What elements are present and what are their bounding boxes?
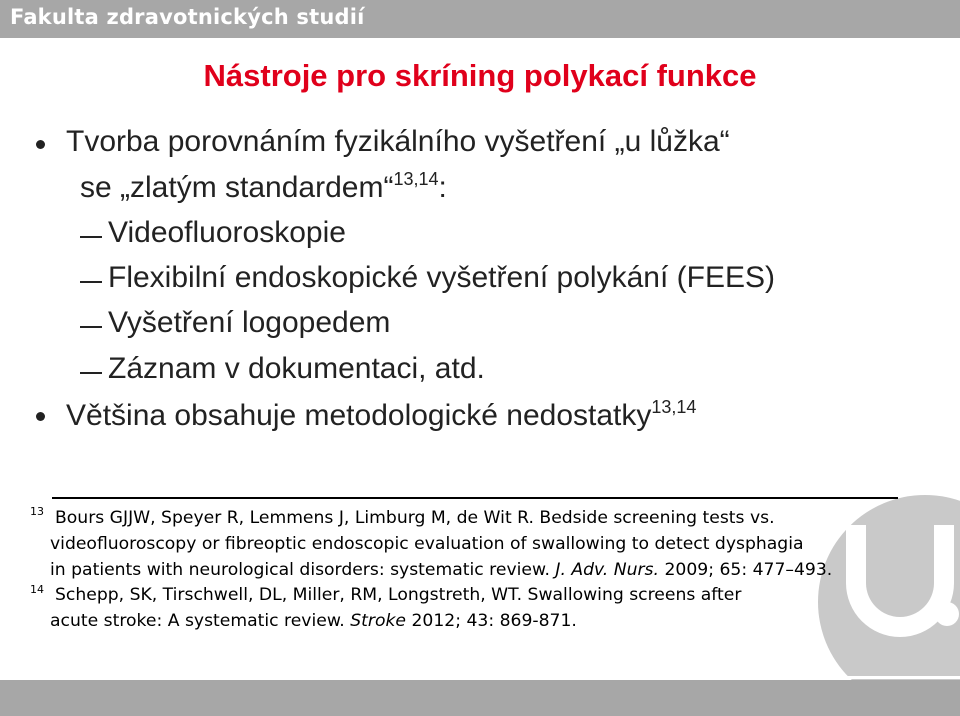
bullet-1-line-2 (80, 169, 447, 205)
dash-icon (80, 281, 102, 283)
ref-13-line-2: videofluoroscopy or fibreoptic endoscopic evaluation of swallowing to detect dysphagia (50, 534, 804, 554)
bullet-dot-icon (36, 412, 45, 421)
dash-icon (80, 326, 102, 328)
bullet-2 (66, 397, 696, 433)
references-rule (52, 497, 898, 499)
citation-sup: 13,14 (393, 169, 439, 189)
footer-divider (0, 676, 960, 679)
ref-14-line-2 (50, 611, 577, 631)
logo-dot (935, 602, 959, 626)
ref-13-journal: J. Adv. Nurs. (555, 560, 659, 580)
ref-13-line-1: Bours GJJW, Speyer R, Lemmens J, Limburg M, de Wit R. Bedside screening tests vs. (55, 508, 775, 528)
bullet-1-line-1: Tvorba porovnáním fyzikálního vyšetření „u lůžka“ (66, 125, 730, 158)
ref-14-number: 14 (30, 583, 44, 596)
dash-icon (80, 372, 102, 374)
subitem-videofluoroskopie: Videofluoroskopie (108, 216, 346, 249)
ref-13-citation: 2009; 65: 477–493. (658, 560, 833, 580)
ref-14-text: acute stroke: A systematic review. (50, 611, 351, 631)
subitem-logoped: Vyšetření logopedem (108, 306, 391, 339)
header-title: Fakulta zdravotnických studií (10, 5, 365, 29)
ref-13-text: in patients with neurological disorders: systematic review. (50, 560, 556, 580)
bullet-1-line-2-end: : (438, 171, 447, 204)
ref-14-line-1: Schepp, SK, Tirschwell, DL, Miller, RM, Longstreth, WT. Swallowing screens after (55, 585, 742, 605)
dash-icon (80, 236, 102, 238)
bullet-2-text: Většina obsahuje metodologické nedostatky (66, 399, 652, 432)
bullet-1-line-2-text: se „zlatým standardem“ (80, 171, 394, 204)
slide-title: Nástroje pro skríning polykací funkce (203, 58, 757, 93)
subitem-zaznam: Záznam v dokumentaci, atd. (108, 352, 485, 385)
bullet-dot-icon (36, 140, 45, 149)
ref-13-number: 13 (30, 505, 44, 518)
ref-14-journal: Stroke (350, 611, 406, 631)
citation-sup: 13,14 (651, 397, 697, 417)
header-bar (0, 0, 960, 38)
subitem-fees: Flexibilní endoskopické vyšetření polykání (FEES) (108, 261, 775, 294)
ref-14-citation: 2012; 43: 869-871. (406, 611, 577, 631)
footer-bar (0, 680, 960, 716)
ref-13-line-3 (50, 560, 832, 580)
